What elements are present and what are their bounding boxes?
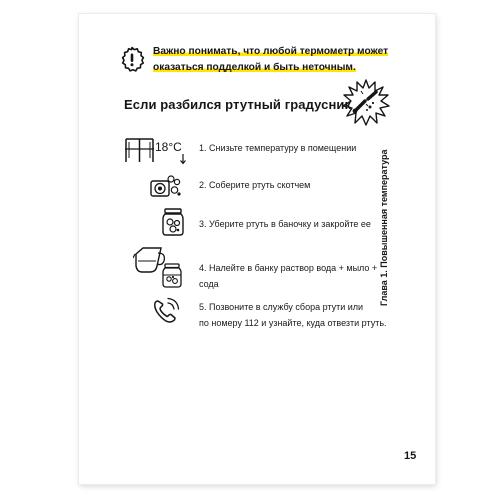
- section-title: Если разбился ртутный градусник: [124, 97, 352, 112]
- step-2-text: 2. Соберите ртуть скотчем: [199, 180, 311, 190]
- tape-roll-icon: [149, 173, 183, 199]
- step-4-text-2: сода: [199, 279, 219, 289]
- shield-exclamation-icon: [119, 46, 145, 72]
- chapter-label: Глава 1. Повышенная температура: [379, 149, 389, 306]
- jar-icon: [161, 208, 185, 236]
- warning-line-1: Важно понимать, что любой термометр может: [153, 46, 389, 57]
- warning-line-2: оказаться подделкой и быть неточным.: [153, 62, 356, 73]
- window-thermometer-icon: [125, 136, 189, 166]
- step-5-text-2: по номеру 112 и узнайте, куда отвезти ртуть.: [199, 318, 387, 328]
- step-1-text: 1. Снизьте температуру в помещении: [199, 143, 357, 153]
- warning-text: [153, 44, 389, 76]
- phone-icon: [151, 296, 181, 326]
- step-4-text: 4. Налейте в банку раствор вода + мыло +: [199, 263, 378, 273]
- page-number: 15: [404, 450, 417, 462]
- step-3-text: 3. Уберите ртуть в баночку и закройте ее: [199, 219, 371, 229]
- broken-thermometer-icon: [341, 78, 391, 128]
- step-5-text: 5. Позвоните в службу сбора ртути или: [199, 302, 364, 312]
- pitcher-jar-icon: [133, 244, 183, 288]
- temperature-label: 18°С: [155, 140, 182, 154]
- book-page: [79, 14, 435, 484]
